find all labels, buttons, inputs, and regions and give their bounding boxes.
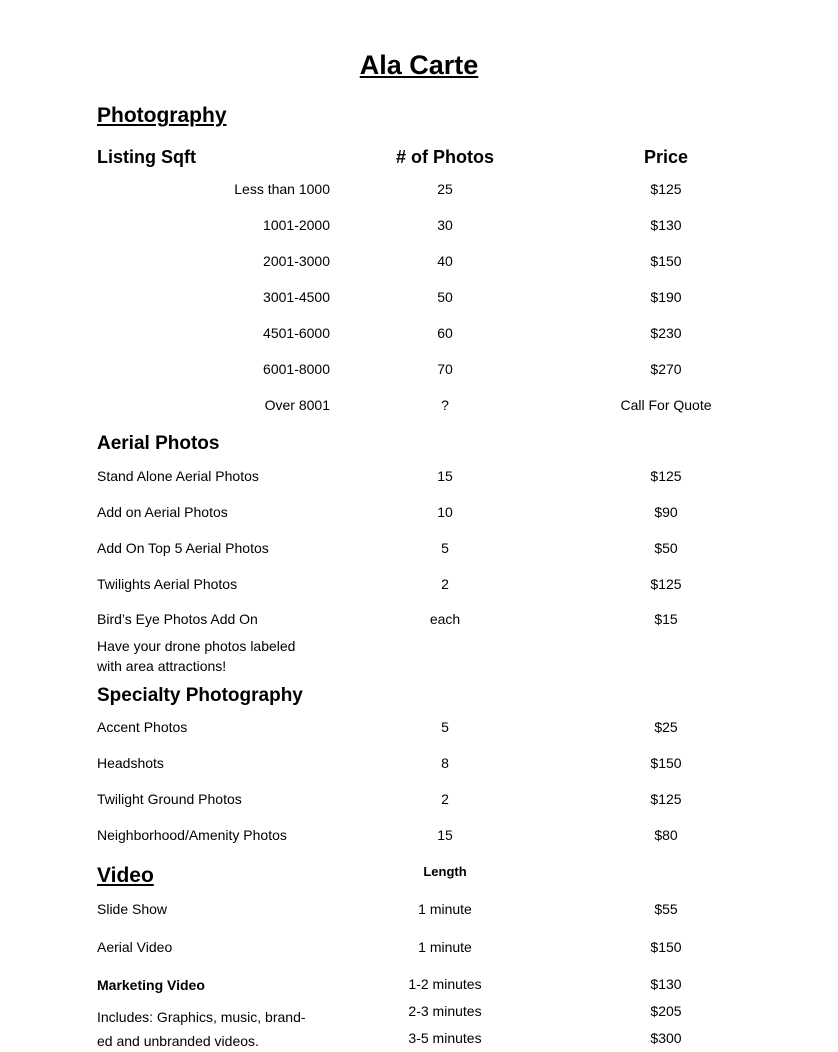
video-length: 2-3 minutes (408, 1003, 482, 1019)
aerial-note-line-2: with area attractions! (97, 658, 227, 674)
service-name: Aerial Video (97, 939, 173, 955)
price: $125 (650, 181, 682, 197)
price: $270 (650, 361, 682, 377)
specialty-photography-heading: Specialty Photography (97, 685, 303, 706)
sqft-range: 6001-8000 (263, 361, 330, 377)
photo-count: 5 (441, 540, 449, 556)
price: $50 (654, 540, 678, 556)
page-title: Ala Carte (359, 50, 479, 80)
price: $130 (650, 217, 682, 233)
price: $25 (654, 719, 678, 735)
video-length: 1 minute (418, 939, 472, 955)
photography-heading: Photography (97, 104, 227, 127)
photo-count: 15 (437, 827, 453, 843)
service-name: Slide Show (97, 901, 168, 917)
service-name: Add On Top 5 Aerial Photos (97, 540, 269, 556)
service-name: Neighborhood/Amenity Photos (97, 827, 287, 843)
sqft-range: 1001-2000 (263, 217, 330, 233)
aerial-note-line-1: Have your drone photos labeled (97, 638, 296, 654)
service-name: Headshots (97, 755, 164, 771)
service-name: Twilight Ground Photos (97, 791, 242, 807)
video-length: 1 minute (418, 901, 472, 917)
sqft-range: 3001-4500 (263, 289, 330, 305)
photo-count: 40 (437, 253, 453, 269)
price: $150 (650, 939, 682, 955)
sqft-range: Less than 1000 (234, 181, 330, 197)
photo-count: 70 (437, 361, 453, 377)
service-name: Accent Photos (97, 719, 188, 735)
photo-count: 50 (437, 289, 453, 305)
photo-count: 30 (437, 217, 453, 233)
photo-count: 8 (441, 755, 449, 771)
video-heading: Video (97, 864, 154, 887)
photo-count: 60 (437, 325, 453, 341)
price: $230 (650, 325, 682, 341)
column-header-price: Price (643, 147, 689, 167)
service-name: Stand Alone Aerial Photos (97, 468, 259, 484)
marketing-video-description-line-1: Includes: Graphics, music, brand- (97, 1009, 306, 1025)
video-length: 3-5 minutes (408, 1030, 482, 1046)
price: $15 (654, 611, 678, 627)
price: Call For Quote (620, 397, 712, 413)
price: $300 (650, 1030, 682, 1046)
photo-count: 2 (441, 791, 449, 807)
sqft-range: 4501-6000 (263, 325, 330, 341)
photo-count: 5 (441, 719, 449, 735)
photo-count: each (429, 611, 461, 627)
price: $130 (650, 976, 682, 992)
price: $150 (650, 253, 682, 269)
price: $150 (650, 755, 682, 771)
photo-count: 2 (441, 576, 449, 592)
price: $125 (650, 576, 682, 592)
sqft-range: Over 8001 (264, 397, 330, 413)
service-name: Twilights Aerial Photos (97, 576, 238, 592)
service-name: Add on Aerial Photos (97, 504, 228, 520)
video-length: 1-2 minutes (408, 976, 482, 992)
marketing-video-name: Marketing Video (97, 977, 205, 993)
sqft-range: 2001-3000 (263, 253, 330, 269)
photo-count: ? (441, 397, 449, 413)
photo-count: 10 (437, 504, 453, 520)
marketing-video-description-line-2: ed and unbranded videos. (97, 1033, 259, 1049)
column-header-listing-sqft: Listing Sqft (97, 147, 196, 167)
price: $55 (654, 901, 678, 917)
price: $190 (650, 289, 682, 305)
price: $205 (650, 1003, 682, 1019)
price: $125 (650, 468, 682, 484)
photo-count: 15 (437, 468, 453, 484)
price: $125 (650, 791, 682, 807)
price: $80 (654, 827, 678, 843)
service-name: Bird’s Eye Photos Add On (97, 611, 258, 627)
price: $90 (654, 504, 678, 520)
photo-count: 25 (437, 181, 453, 197)
column-header-photos: # of Photos (396, 147, 494, 167)
column-header-length: Length (423, 864, 467, 879)
aerial-photos-heading: Aerial Photos (97, 433, 220, 454)
